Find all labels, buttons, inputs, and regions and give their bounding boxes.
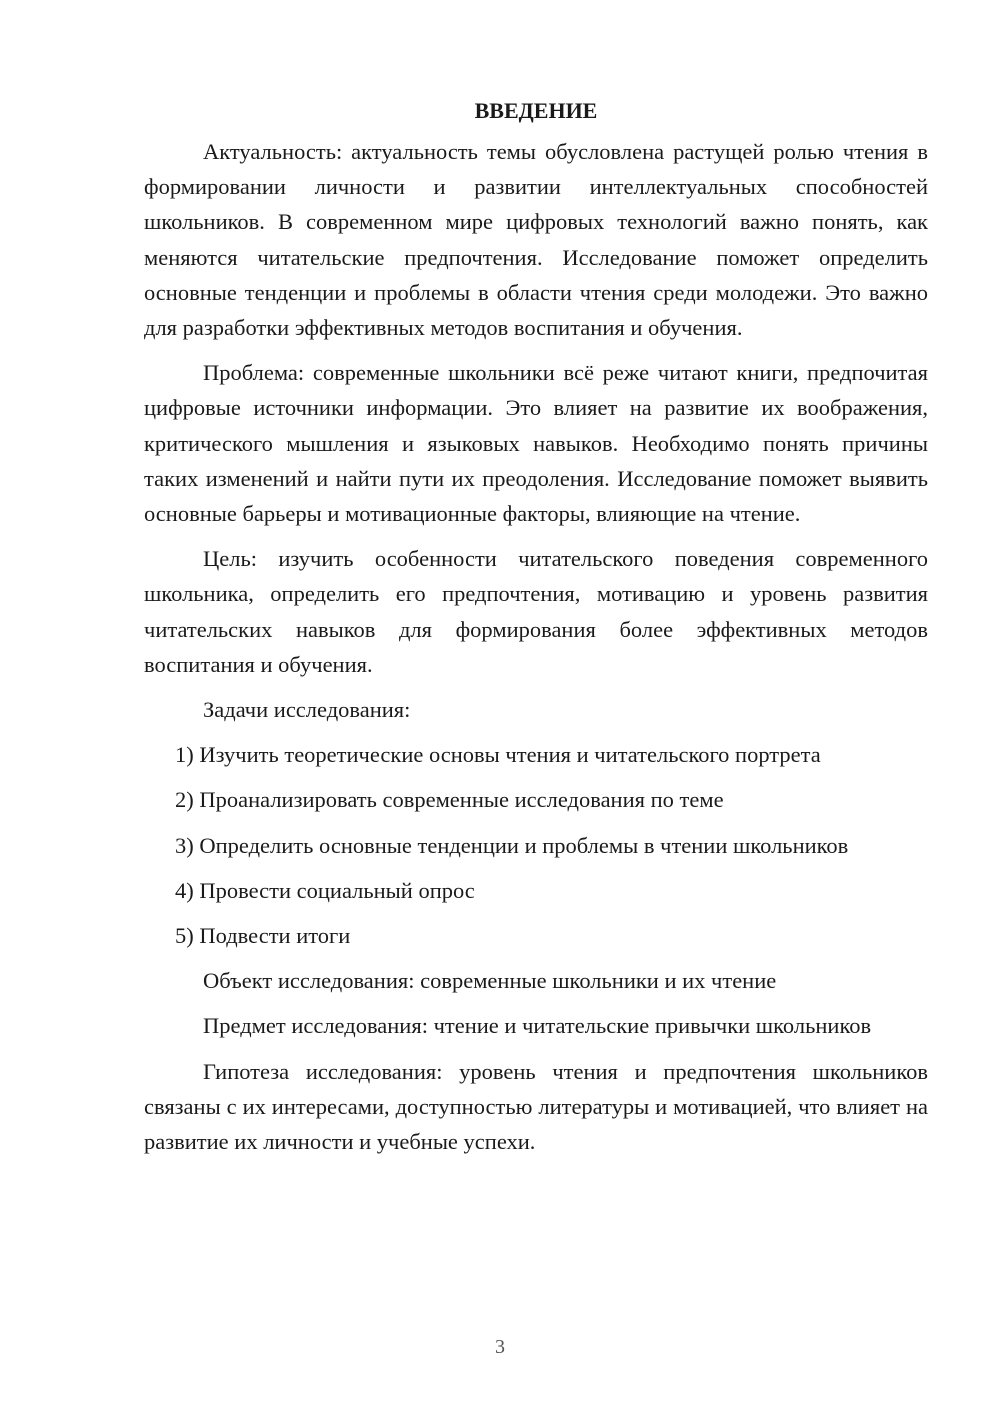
page-heading: ВВЕДЕНИЕ [474,98,598,123]
tasks-list [144,737,928,953]
task-item: 4) Провести социальный опрос [175,877,475,903]
page-content [144,96,928,1169]
task-item: 2) Проанализировать современные исследования по теме [175,787,724,813]
task-item: 5) Подвести итоги [175,923,351,949]
object-paragraph: Объект исследования: современные школьники и их чтение [203,968,777,994]
problem-paragraph: Проблема: современные школьники всё реже читают книги, предпочитая цифровые источники информации. Это влияет на развитие их воображения, критического мышления и языковых навыков. Необходимо понять причины таких изменений и найти пути их преодоления. Исследование поможет выявить основные барьеры и мотивационные факторы, влияющие на чтение. [144,360,928,527]
hypothesis-paragraph: Гипотеза исследования: уровень чтения и предпочтения школьников связаны с их интересами, доступностью литературы и мотивацией, что влияет на развитие их личности и учебные успехи. [144,1058,928,1155]
relevance-paragraph: Актуальность: актуальность темы обусловлена растущей ролью чтения в формировании личности и развитии интеллектуальных способностей школьников. В современном мире цифровых технологий важно понять, как меняются читательские предпочтения. Исследование поможет определить основные тенденции и проблемы в области чтения среди молодежи. Это важно для разработки эффективных методов воспитания и обучения. [144,139,928,341]
goal-paragraph: Цель: изучить особенности читательского поведения современного школьника, определить его предпочтения, мотивацию и уровень развития читательских навыков для формирования более эффективных методов воспитания и обучения. [144,546,928,677]
tasks-title: Задачи исследования: [203,697,411,723]
task-item: 3) Определить основные тенденции и проблемы в чтении школьников [175,832,849,858]
subject-paragraph: Предмет исследования: чтение и читательские привычки школьников [203,1013,872,1039]
task-item: 1) Изучить теоретические основы чтения и читательского портрета [175,742,821,768]
page-number: 3 [495,1336,505,1358]
